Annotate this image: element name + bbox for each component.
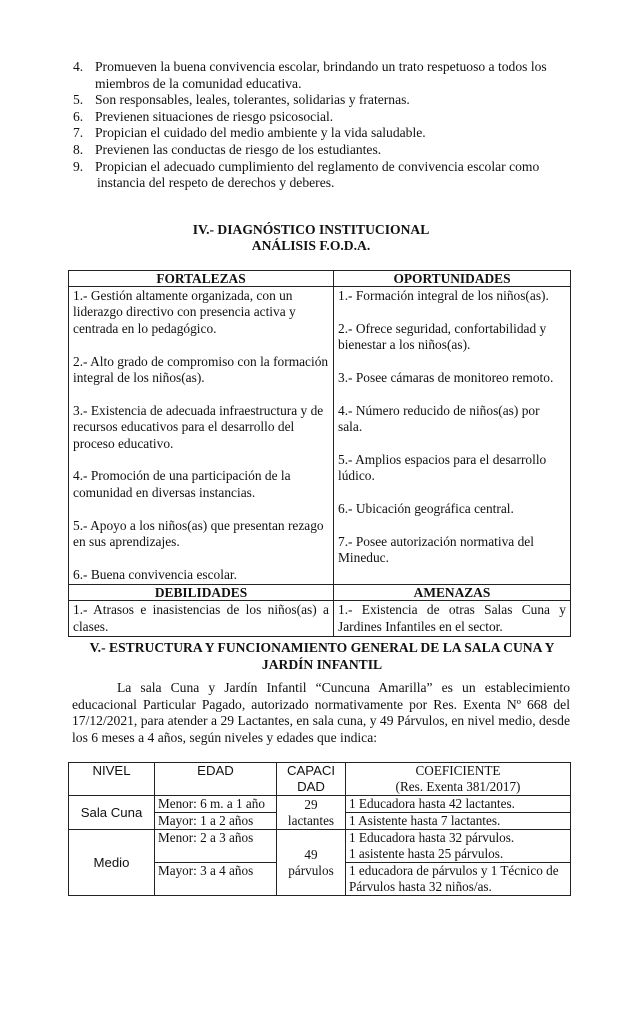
list-item xyxy=(73,142,573,159)
capacidad-cell xyxy=(277,796,346,830)
debilidades-cell: 1.- Atrasos e inasistencias de los niños(as) a clases. xyxy=(69,601,334,637)
fortaleza-item: 4.- Promoción de una participación de la comunidad en diversas instancias. xyxy=(73,468,291,500)
oportunidad-item: 1.- Formación integral de los niños(as). xyxy=(338,288,549,303)
capacidad-label: lactantes xyxy=(287,812,335,828)
fortalezas-header: FORTALEZAS xyxy=(69,271,334,287)
section-title xyxy=(72,640,572,673)
edad-header: EDAD xyxy=(155,763,277,796)
section-title-line: V.- ESTRUCTURA Y FUNCIONAMIENTO GENERAL DE LA SALA CUNA Y xyxy=(89,640,555,655)
fortalezas-cell xyxy=(69,287,334,585)
capacidad-number: 29 xyxy=(304,796,318,812)
edad-cell: Menor: 2 a 3 años xyxy=(155,830,277,863)
list-text-line: instancia del respeto de derechos y deberes. xyxy=(97,175,335,191)
oportunidad-item: 7.- Posee autorización normativa del Mineduc. xyxy=(338,534,534,566)
list-text: Son responsables, leales, tolerantes, solidarias y fraternas. xyxy=(95,92,410,108)
coeficiente-line: 1 Educadora hasta 32 párvulos. xyxy=(349,830,515,845)
oportunidad-item: 2.- Ofrece seguridad, confortabilidad y bienestar a los niños(as). xyxy=(338,320,547,353)
list-text: Propician el cuidado del medio ambiente y la vida saludable. xyxy=(95,125,426,141)
list-number: 9. xyxy=(73,158,84,174)
list-number: 7. xyxy=(73,125,84,141)
fortaleza-item: 3.- Existencia de adecuada infraestructura y de recursos educativos para el desarrollo del proceso educativo. xyxy=(73,402,324,451)
coeficiente-header xyxy=(346,763,571,796)
debilidades-header: DEBILIDADES xyxy=(69,585,334,601)
coeficiente-cell: 1 educadora de párvulos y 1 Técnico de Párvulos hasta 32 niños/as. xyxy=(346,863,571,896)
oportunidades-cell xyxy=(334,287,571,585)
list-item xyxy=(73,125,573,142)
list-text xyxy=(95,159,573,192)
numbered-list xyxy=(73,59,573,192)
amenazas-header: AMENAZAS xyxy=(334,585,571,601)
header-line: COEFICIENTE xyxy=(415,763,501,778)
coeficiente-cell: 1 Asistente hasta 7 lactantes. xyxy=(346,813,571,830)
header-line: (Res. Exenta 381/2017) xyxy=(395,779,521,794)
fortaleza-item: 6.- Buena convivencia escolar. xyxy=(73,566,237,582)
section-title-line: JARDÍN INFANTIL xyxy=(261,656,383,672)
capacidad-number: 49 xyxy=(304,846,318,862)
header-line: CAPACI xyxy=(286,763,336,778)
niveles-table xyxy=(68,762,571,896)
edad-cell: Mayor: 1 a 2 años xyxy=(155,813,277,830)
oportunidad-item: 6.- Ubicación geográfica central. xyxy=(338,501,514,517)
capacidad-cell xyxy=(277,830,346,896)
list-number: 4. xyxy=(73,59,84,74)
oportunidades-header: OPORTUNIDADES xyxy=(334,271,571,287)
oportunidad-item: 4.- Número reducido de niños(as) por sala. xyxy=(338,402,540,435)
nivel-medio: Medio xyxy=(69,830,155,896)
amenazas-cell: 1.- Existencia de otras Salas Cuna y Jardines Infantiles en el sector. xyxy=(334,601,571,637)
section-title-line: IV.- DIAGNÓSTICO INSTITUCIONAL xyxy=(192,222,430,237)
list-number: 8. xyxy=(73,141,84,157)
fortaleza-item: 5.- Apoyo a los niños(as) que presentan rezago en sus aprendizajes. xyxy=(73,517,324,550)
fortaleza-item: 1.- Gestión altamente organizada, con un liderazgo directivo con presencia activa y centrada en lo pedagógico. xyxy=(73,288,296,336)
list-number: 5. xyxy=(73,92,84,108)
nivel-sala-cuna: Sala Cuna xyxy=(69,796,155,830)
list-text-line: Propician el adecuado cumplimiento del reglamento de convivencia escolar como xyxy=(95,158,540,174)
header-line: DAD xyxy=(297,779,325,794)
list-item xyxy=(73,109,573,126)
capacidad-label: párvulos xyxy=(288,862,334,878)
list-text: Previenen las conductas de riesgo de los estudiantes. xyxy=(95,141,382,157)
coeficiente-line: 1 asistente hasta 25 párvulos. xyxy=(349,846,504,861)
list-text: Previenen situaciones de riesgo psicosocial. xyxy=(95,108,334,124)
edad-cell: Mayor: 3 a 4 años xyxy=(155,863,277,896)
body-paragraph: La sala Cuna y Jardín Infantil “Cuncuna Amarilla” es un establecimiento educacional Particular Pagado, autorizado normativamente por Res. Exenta Nº 668 del 17/12/2021, para atender a 29 Lactantes, en sala cuna, y 49 Párvulos, en nivel medio, desde los 6 meses a 4 años, según niveles y edades que indica: xyxy=(72,680,570,745)
oportunidad-item: 5.- Amplios espacios para el desarrollo lúdico. xyxy=(338,452,547,484)
list-item xyxy=(73,92,573,109)
fortaleza-item: 2.- Alto grado de compromiso con la formación integral de los niños(as). xyxy=(73,353,329,386)
capacidad-header xyxy=(277,763,346,796)
coeficiente-cell: 1 Educadora hasta 42 lactantes. xyxy=(346,796,571,813)
coeficiente-cell xyxy=(346,830,571,863)
section-subtitle: ANÁLISIS F.O.D.A. xyxy=(251,238,371,253)
nivel-header: NIVEL xyxy=(69,763,155,796)
section-title xyxy=(0,222,622,254)
list-number: 6. xyxy=(73,108,84,124)
list-item xyxy=(73,159,573,192)
oportunidad-item: 3.- Posee cámaras de monitoreo remoto. xyxy=(338,370,554,385)
foda-table xyxy=(68,270,571,637)
edad-cell: Menor: 6 m. a 1 año xyxy=(155,796,277,813)
list-item xyxy=(73,59,573,92)
list-text: Promueven la buena convivencia escolar, brindando un trato respetuoso a todos los miembros de la comunidad educativa. xyxy=(95,59,547,91)
